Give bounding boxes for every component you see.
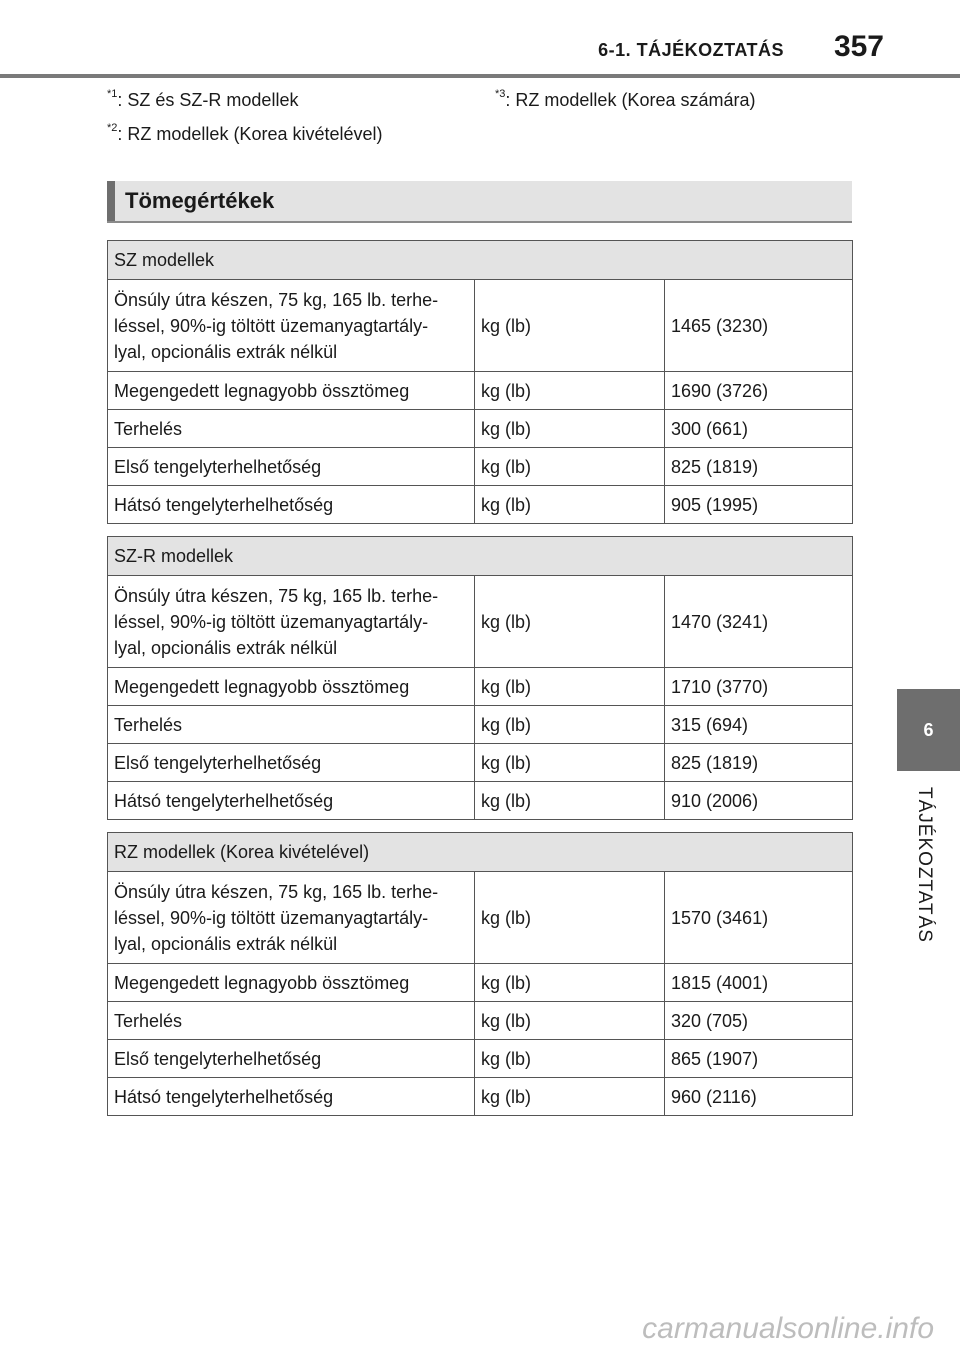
chapter-tab [897,689,960,771]
table-row [108,872,853,964]
footnote-1-mark: *1 [107,88,118,100]
section-title: Tömegértékek [125,188,275,213]
table-heading-row [108,537,853,576]
row-label: Első tengelyterhelhetőség [108,448,475,486]
section-heading [107,181,852,223]
row-unit: kg (lb) [475,668,665,706]
table-heading: SZ-R modellek [108,537,853,576]
table-heading-row [108,833,853,872]
rz-weight-table [107,832,853,1116]
table-heading: RZ modellek (Korea kivételével) [108,833,853,872]
row-value: 865 (1907) [665,1040,853,1078]
row-label: Terhelés [108,706,475,744]
row-unit: kg (lb) [475,576,665,668]
row-value: 1815 (4001) [665,964,853,1002]
row-label: Hátsó tengelyterhelhetőség [108,782,475,820]
row-value: 300 (661) [665,410,853,448]
row-label: Önsúly útra készen, 75 kg, 165 lb. terhe- léssel, 90%-ig töltött üzemanyagtartály- lyal, opcionális extrák nélkül [108,280,475,372]
row-unit: kg (lb) [475,280,665,372]
chapter-header-title: 6-1. TÁJÉKOZTATÁS [598,40,784,60]
row-unit: kg (lb) [475,964,665,1002]
row-label: Megengedett legnagyobb össztömeg [108,964,475,1002]
footnote-3 [495,90,755,111]
table-row [108,668,853,706]
row-label: Hátsó tengelyterhelhetőség [108,1078,475,1116]
row-label: Első tengelyterhelhetőség [108,744,475,782]
row-value: 1570 (3461) [665,872,853,964]
row-label: Terhelés [108,1002,475,1040]
row-label: Első tengelyterhelhetőség [108,1040,475,1078]
table-heading: SZ modellek [108,241,853,280]
header-rule [0,74,960,78]
row-value: 1690 (3726) [665,372,853,410]
row-label: Önsúly útra készen, 75 kg, 165 lb. terhe- léssel, 90%-ig töltött üzemanyagtartály- lyal, opcionális extrák nélkül [108,872,475,964]
row-unit: kg (lb) [475,1040,665,1078]
row-value: 1465 (3230) [665,280,853,372]
table-row [108,576,853,668]
row-value: 905 (1995) [665,486,853,524]
table-row [108,1040,853,1078]
row-value: 1710 (3770) [665,668,853,706]
table-row [108,280,853,372]
row-value: 315 (694) [665,706,853,744]
row-label: Megengedett legnagyobb össztömeg [108,372,475,410]
row-unit: kg (lb) [475,1002,665,1040]
row-label: Terhelés [108,410,475,448]
footnote-3-mark: *3 [495,88,506,100]
row-value: 825 (1819) [665,448,853,486]
table-row [108,1002,853,1040]
row-unit: kg (lb) [475,782,665,820]
row-unit: kg (lb) [475,1078,665,1116]
row-value: 960 (2116) [665,1078,853,1116]
table-row [108,1078,853,1116]
section-heading-accent [107,181,115,221]
table-heading-row [108,241,853,280]
row-unit: kg (lb) [475,872,665,964]
table-row [108,486,853,524]
row-unit: kg (lb) [475,448,665,486]
sz-r-weight-table [107,536,853,820]
row-label: Megengedett legnagyobb össztömeg [108,668,475,706]
footnote-3-text: : RZ modellek (Korea számára) [505,90,756,110]
sz-weight-table [107,240,853,524]
table-row [108,782,853,820]
table-row [108,744,853,782]
table-row [108,706,853,744]
row-value: 1470 (3241) [665,576,853,668]
page-number: 357 [833,30,884,63]
row-label: Hátsó tengelyterhelhetőség [108,486,475,524]
row-value: 320 (705) [665,1002,853,1040]
footnote-1 [107,90,298,111]
chapter-side-label: TÁJÉKOZTATÁS [914,787,935,943]
footnote-2-mark: *2 [107,122,118,134]
footnote-2-text: : RZ modellek (Korea kivételével) [117,124,383,144]
chapter-number: 6 [923,719,934,740]
row-unit: kg (lb) [475,410,665,448]
table-row [108,964,853,1002]
table-row [108,410,853,448]
footnote-2 [107,124,383,145]
row-unit: kg (lb) [475,706,665,744]
table-row [108,448,853,486]
row-value: 825 (1819) [665,744,853,782]
row-unit: kg (lb) [475,744,665,782]
row-unit: kg (lb) [475,372,665,410]
footnote-1-text: : SZ és SZ-R modellek [117,90,299,110]
watermark: carmanualsonline.info [642,1312,934,1345]
row-label: Önsúly útra készen, 75 kg, 165 lb. terhe- léssel, 90%-ig töltött üzemanyagtartály- lyal, opcionális extrák nélkül [108,576,475,668]
table-row [108,372,853,410]
row-value: 910 (2006) [665,782,853,820]
row-unit: kg (lb) [475,486,665,524]
